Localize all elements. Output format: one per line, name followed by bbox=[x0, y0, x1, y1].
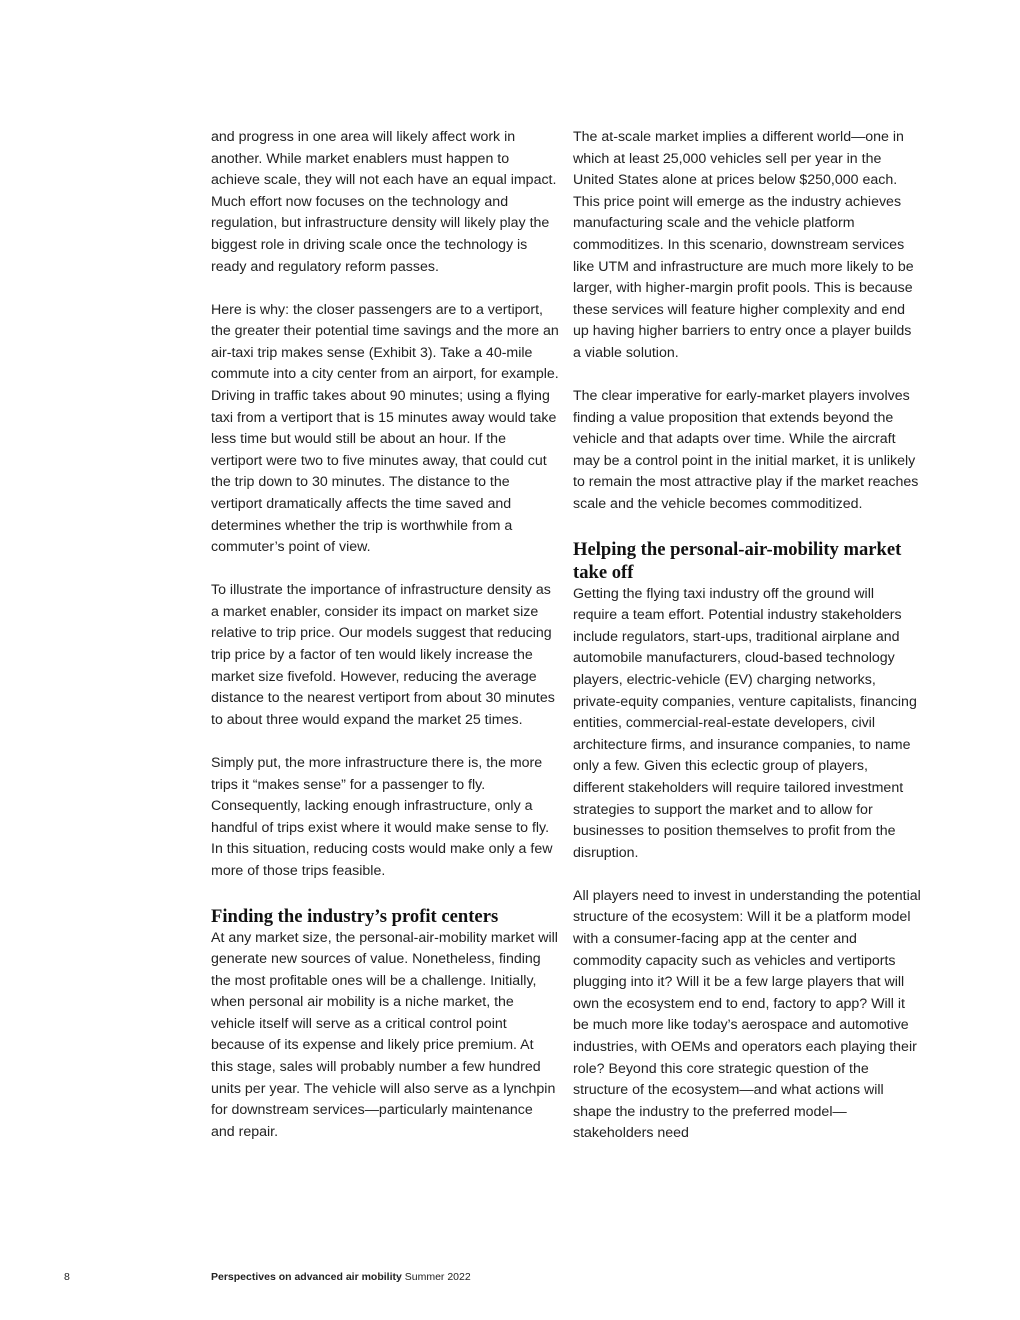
body-paragraph: At any market size, the personal-air-mobility market will generate new sources of value. Nonetheless, finding the most profitable ones will be a challenge. Initially, when personal air mobility is a niche market, the vehicle itself will serve as a critical control point because of its expense and likely price premium. At this stage, sales will probably number a few hundred units per year. The vehicle will also serve as a lynchpin for downstream services—particularly maintenance and repair. bbox=[211, 929, 558, 1140]
body-paragraph: Here is why: the closer passengers are to a vertiport, the greater their potential time savings and the more an air-taxi trip makes sense (Exhibit 3). Take a 40-mile commute into a city center from an airport, for example. Driving in traffic takes about 90 minutes; using a flying taxi from a vertiport that is 15 minutes away would take less time but would still be about an hour. If the vertiport were two to five minutes away, that could cut the trip down to 30 minutes. The distance to the vertiport dramatically affects the time saved and determines whether the trip is worthwhile from a commuter’s point of view. bbox=[211, 301, 559, 556]
body-paragraph: The at-scale market implies a different world—one in which at least 25,000 vehicles sell per year in the United States alone at prices below $250,000 each. This price point will emerge as the industry achieves manufacturing scale and the vehicle platform commoditizes. In this scenario, downstream services like UTM and infrastructure are much more likely to be larger, with higher-margin profit pools. This is because these services will feature higher complexity and end up having higher barriers to entry once a player builds a viable solution. bbox=[573, 129, 914, 361]
publication-issue: Summer 2022 bbox=[404, 1271, 471, 1283]
section-heading: Helping the personal-air-mobility market take off bbox=[573, 538, 902, 583]
section-heading: Finding the industry’s profit centers bbox=[211, 905, 499, 927]
body-paragraph: To illustrate the importance of infrastructure density as a market enabler, consider its impact on market size relative to trip price. Our models suggest that reducing trip price by a factor of ten would likely increase the market size fivefold. However, reducing the average distance to the nearest vertiport from about 30 minutes to about three would expand the market 25 times. bbox=[211, 582, 555, 728]
publication-title: Perspectives on advanced air mobility bbox=[211, 1271, 402, 1283]
body-paragraph: The clear imperative for early-market players involves finding a value proposition that extends beyond the vehicle and that adapts over time. While the aircraft may be a control point in the initial market, it is unlikely to remain the most attractive play if the market reaches scale and the vehicle becomes commoditized. bbox=[573, 388, 919, 512]
body-paragraph: and progress in one area will likely affect work in another. While market enablers must happen to achieve scale, they will not each have an equal impact. Much effort now focuses on the technology and regulation, but infrastructure density will likely play the biggest role in driving scale once the technology is ready and regulatory reform passes. bbox=[211, 129, 557, 275]
body-paragraph: Simply put, the more infrastructure there is, the more trips it “makes sense” for a passenger to fly. Consequently, lacking enough infrastructure, only a handful of trips exist where it would make sense to fly. In this situation, reducing costs would make only a few more of those trips feasible. bbox=[211, 754, 553, 879]
right-column bbox=[573, 127, 921, 1166]
page-number: 8 bbox=[64, 1271, 70, 1283]
left-column bbox=[211, 127, 559, 1165]
body-paragraph: Getting the flying taxi industry off the ground will require a team effort. Potential industry stakeholders include regulators, start-ups, traditional airplane and automobile manufacturers, cloud-based technology players, electric-vehicle (EV) charging networks, private-equity companies, venture capitalists, financing entities, commercial-real-estate developers, civil architecture firms, and insurance companies, to name only a few. Given this eclectic group of players, different stakeholders will require tailored investment strategies to support the market and to allow for businesses to position themselves to profit from the disruption. bbox=[573, 585, 917, 861]
publication-footer bbox=[211, 1270, 471, 1284]
body-paragraph: All players need to invest in understanding the potential structure of the ecosystem: Will it be a platform model with a consumer-facing app at the center and commodity capacity such as vehicles and vertiports plugging into it? Will it be a few large players that will own the ecosystem end to end, factory to app? Will it be much more like today’s aerospace and automotive industries, with OEMs and operators each playing their role? Beyond this core strategic question of the structure of the ecosystem—and what actions will shape the industry to the preferred model—stakeholders need bbox=[573, 887, 921, 1142]
